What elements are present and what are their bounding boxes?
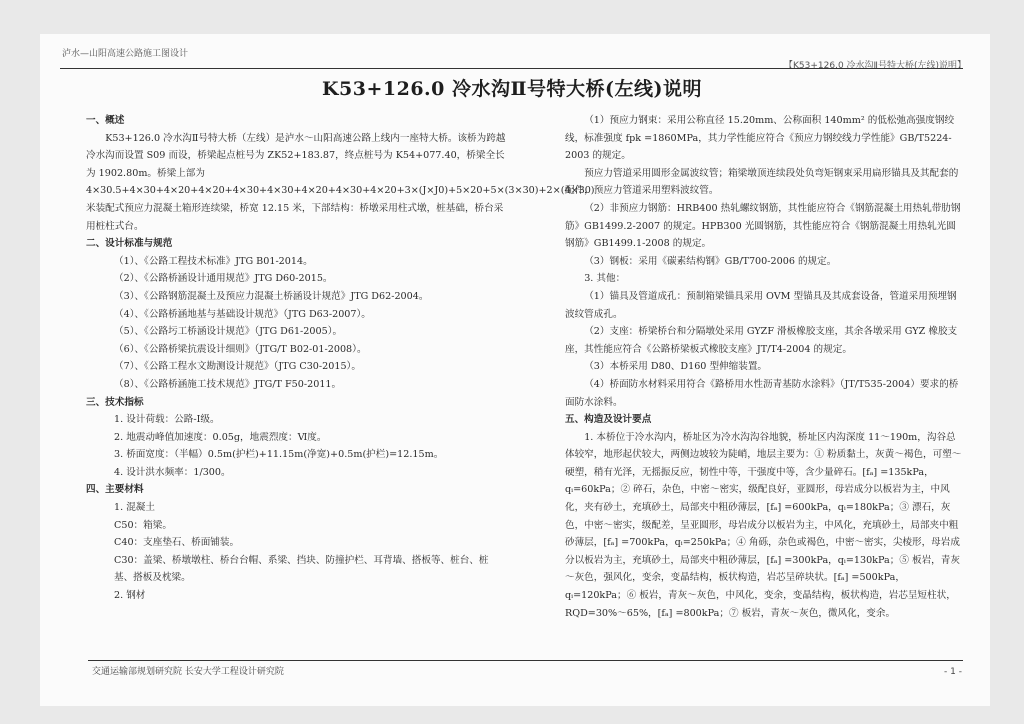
paragraph: 1. 混凝土 bbox=[114, 502, 155, 514]
paragraph: （5）、《公路圬工桥涵设计规范》（JTG D61-2005）。 bbox=[114, 326, 343, 338]
right-column bbox=[565, 112, 965, 622]
section-heading: 五、构造及设计要点 bbox=[565, 414, 652, 426]
section-heading: 三、技术指标 bbox=[86, 396, 144, 408]
footer-rule bbox=[88, 660, 963, 661]
paragraph: （2）、《公路桥涵设计通用规范》JTG D60-2015。 bbox=[114, 273, 333, 285]
header-drawing-name: 【K53+126.0 冷水沟Ⅱ号特大桥(左线)说明】 bbox=[784, 61, 966, 71]
paragraph: （4）、《公路桥涵地基与基础设计规范》（JTG D63-2007）。 bbox=[114, 308, 371, 320]
left-column bbox=[86, 112, 595, 605]
paragraph: （6）、《公路桥梁抗震设计细则》（JTG/T B02-01-2008）。 bbox=[114, 343, 367, 355]
paragraph: C50：箱梁。 bbox=[114, 519, 172, 531]
paragraph: （8）、《公路桥涵施工技术规范》JTG/T F50-2011。 bbox=[114, 378, 342, 390]
paragraph: 3. 桥面宽度：（半幅）0.5m(护栏)+11.15m(净宽)+0.5m(护栏)=12.15m。 bbox=[114, 449, 444, 461]
paragraph: 1. 设计荷载：公路-Ⅰ级。 bbox=[114, 414, 220, 426]
header-rule bbox=[60, 68, 963, 69]
paragraph: （3）、《公路钢筋混凝土及预应力混凝土桥涵设计规范》JTG D62-2004。 bbox=[114, 290, 429, 302]
section-heading: 二、设计标准与规范 bbox=[86, 238, 173, 250]
paragraph: 3. 其他： bbox=[584, 273, 626, 285]
paragraph: 2. 钢材 bbox=[114, 590, 146, 602]
paragraph: 4. 设计洪水频率：1/300。 bbox=[114, 466, 231, 478]
paragraph: （1）预应力钢束：采用公称直径 15.20mm、公称面积 140mm² 的低松弛高强度钢绞线，标准强度 fpk =1860MPa，其力学性能应符合《预应力钢绞线力学性能》GB/T5224-2003 的规定。 bbox=[565, 115, 955, 162]
page-number: - 1 - bbox=[944, 667, 962, 677]
document-title: K53+126.0 冷水沟Ⅱ号特大桥(左线)说明 bbox=[322, 78, 702, 100]
paragraph: K53+126.0 冷水沟Ⅱ号特大桥（左线）是泸水～山阳高速公路上线内一座特大桥。该桥为跨越冷水沟而设置 S09 而设，桥梁起点桩号为 ZK52+183.87，终点桩号为 K54+077.40，桥梁全长为 1902.80m。桥梁上部为 4×30.5+4×30+4×20+4×20+4×30+4×30+4×20+4×30+4×20+3×(J×J0)+5×20+5×(3×30)+2×(4×30) 米装配式预应力混凝土箱形连续梁，桥宽 12.15 米，下部结构：桥墩采用柱式墩，桩基础，桥台采用桩柱式台。 bbox=[86, 132, 595, 232]
paragraph: （2）支座：桥梁桥台和分隔墩处采用 GYZF 滑板橡胶支座，其余各墩采用 GYZ 橡胶支座，其性能应符合《公路桥梁板式橡胶支座》JT/T4-2004 的规定。 bbox=[565, 326, 958, 355]
paragraph: （2）非预应力钢筋：HRB400 热轧螺纹钢筋，其性能应符合《钢筋混凝土用热轧带肋钢筋》GB1499.2-2007 的规定。HPB300 光圆钢筋，其性能应符合《钢筋混凝土用热轧光圆钢筋》GB1499.1-2008 的规定。 bbox=[565, 202, 961, 250]
section-heading: 四、主要材料 bbox=[86, 484, 144, 496]
paragraph: （1）、《公路工程技术标准》JTG B01-2014。 bbox=[114, 255, 313, 267]
paragraph: （1）锚具及管道成孔：预制箱梁锚具采用 OVM 型锚具及其成套设备，管道采用预埋钢波纹管成孔。 bbox=[565, 290, 957, 320]
paragraph: 1. 本桥位于冷水沟内，桥址区为冷水沟沟谷地貌，桥址区内沟深度 11～190m，沟谷总体较窄，地形起伏较大，两侧边坡较为陡峭，地层主要为：① 粉质黏土，灰黄～褐色，可塑～硬塑，稍有光泽，无摇振反应，韧性中等，干强度中等，含少量碎石。[fₐ] =135kPa，qᵢ=60kPa；② 碎石，杂色，中密～密实，级配良好，亚圆形，母岩成分以板岩为主，中风化，夹有砂土，充填砂土，局部夹中粗砂薄层，[fₐ] =600kPa，qᵢ=180kPa；③ 漂石，灰色，中密～密实，级配差，呈亚圆形，母岩成分以板岩为主，中风化，充填砂土，局部夹中粗砂薄层，[fₐ] =700kPa，qᵢ=250kPa；④ 角砾，杂色或褐色，中密～密实，尖棱形，母岩成分以板岩为主，充填砂土，局部夹中粗砂薄层，[fₐ] =300kPa，qᵢ=130kPa；⑤ 板岩，青灰～灰色，强风化，变余，变晶结构，板状构造，岩芯呈碎块状。[fₐ] =500kPa，qᵢ=120kPa；⑥ 板岩，青灰～灰色，中风化，变余，变晶结构，板状构造，岩芯呈短柱状，RQD=30%～65%，[fₐ] =800kPa；⑦ 板岩，青灰～灰色，微风化，变余。 bbox=[565, 431, 962, 619]
paragraph: （3）本桥采用 D80、D160 型伸缩装置。 bbox=[584, 361, 768, 373]
section-heading: 一、概述 bbox=[86, 115, 125, 126]
paragraph: 2. 地震动峰值加速度：0.05g，地震烈度：Ⅵ度。 bbox=[114, 431, 327, 443]
paragraph: （3）钢板：采用《碳素结构钢》GB/T700-2006 的规定。 bbox=[584, 255, 837, 267]
paragraph: 预应力管道采用圆形金属波纹管；箱梁墩顶连续段处负弯矩钢束采用扁形锚具及其配套的配件，预应力管道采用塑料波纹管。 bbox=[565, 167, 959, 197]
paragraph: （7）、《公路工程水文勘测设计规范》（JTG C30-2015）。 bbox=[114, 361, 361, 373]
header-project-name: 泸水—山阳高速公路施工图设计 bbox=[62, 49, 189, 59]
paragraph: C40：支座垫石、桥面铺装。 bbox=[114, 537, 240, 549]
paragraph: （4）桥面防水材料采用符合《路桥用水性沥青基防水涂料》（JT/T535-2004）要求的桥面防水涂料。 bbox=[565, 378, 959, 408]
footer-organization: 交通运输部规划研究院 长安大学工程设计研究院 bbox=[92, 667, 284, 677]
paragraph: C30：盖梁、桥墩墩柱、桥台台帽、系梁、挡块、防撞护栏、耳背墙、搭板等、桩台、桩基、搭板及枕梁。 bbox=[114, 554, 489, 584]
